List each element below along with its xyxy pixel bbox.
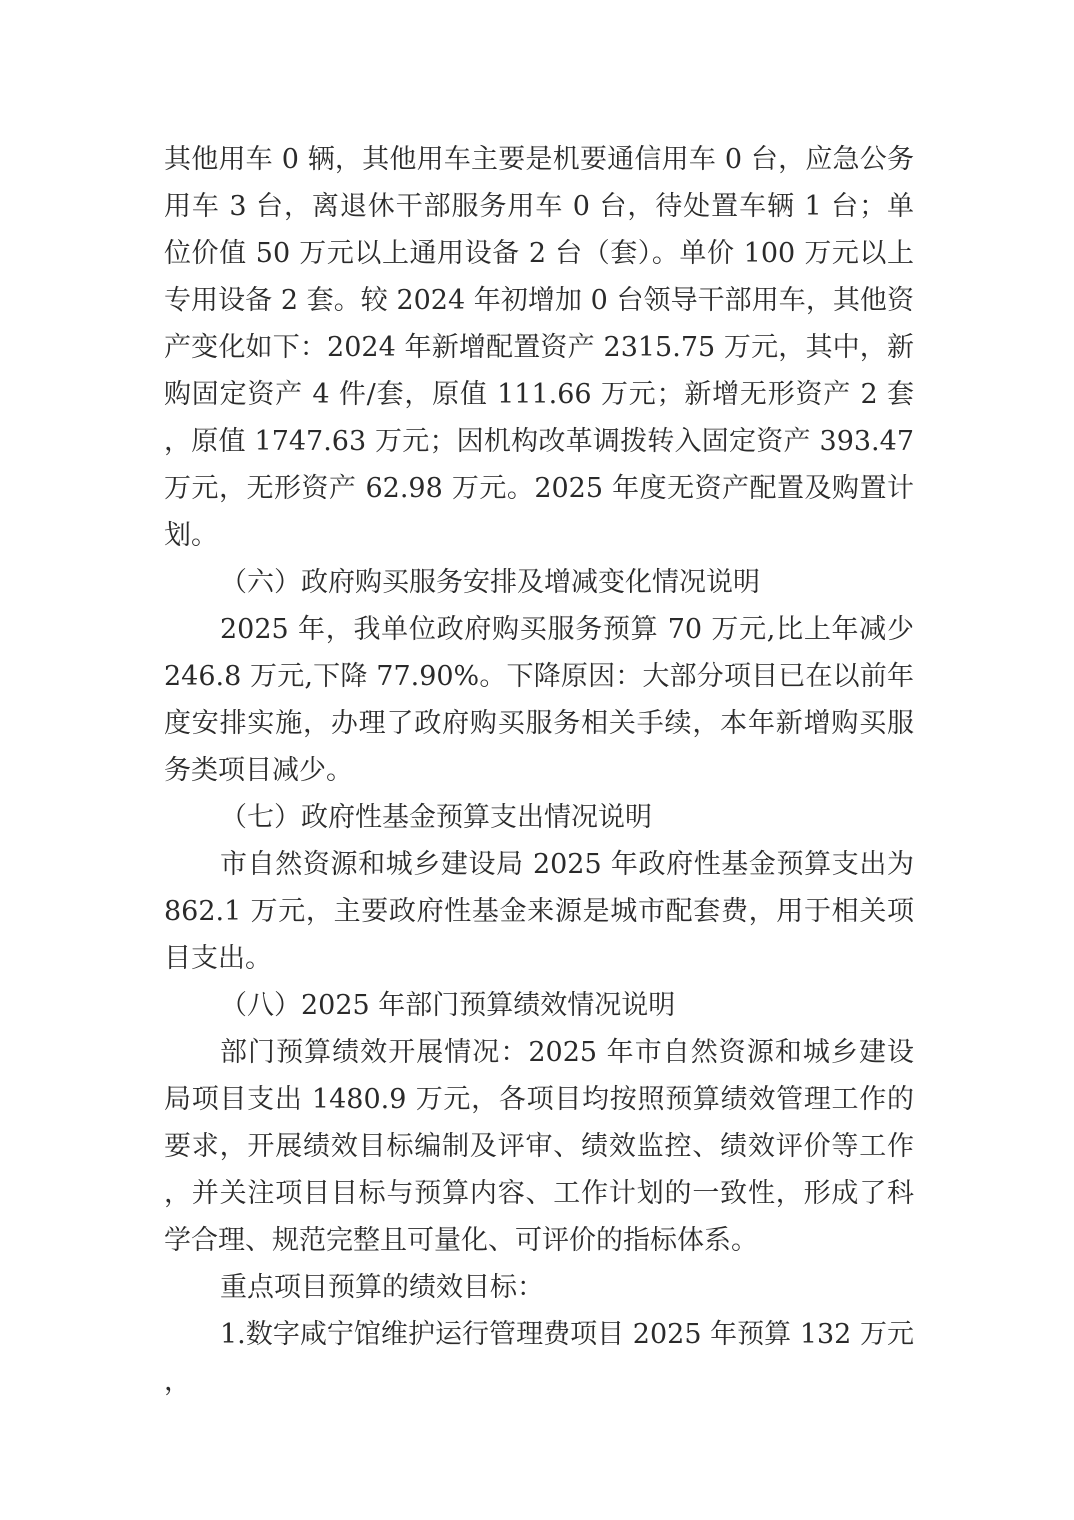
government-fund-paragraph: 市自然资源和城乡建设局 2025 年政府性基金预算支出为 862.1 万元，主要政府性基金来源是城市配套费，用于相关项目支出。	[164, 849, 914, 974]
document-body	[164, 136, 914, 1405]
key-project-goals-label: 重点项目预算的绩效目标：	[220, 1272, 544, 1303]
key-project-item-1: 1.数字咸宁馆维护运行管理费项目 2025 年预算 132 万元，	[164, 1319, 914, 1397]
assets-paragraph-continued: 其他用车 0 辆，其他用车主要是机要通信用车 0 台，应急公务用车 3 台，离退休干部服务用车 0 台，待处置车辆 1 台；单位价值 50 万元以上通用设备 2 台（套）。单价 100 万元以上专用设备 2 套。较 2024 年初增加 0 台领导干部用车，其他资产变化如下：2024 年新增配置资产 2315.75 万元，其中，新购固定资产 4 件/套，原值 111.66 万元；新增无形资产 2 套，原值 1747.63 万元；因机构改革调拨转入固定资产 393.47 万元，无形资产 62.98 万元。2025 年度无资产配置及购置计划。	[164, 144, 914, 551]
section-heading-government-procurement: （六）政府购买服务安排及增减变化情况说明	[220, 567, 760, 598]
government-procurement-paragraph: 2025 年，我单位政府购买服务预算 70 万元,比上年减少 246.8 万元,下降 77.90%。下降原因：大部分项目已在以前年度安排实施，办理了政府购买服务相关手续，本年新增购买服务类项目减少。	[164, 614, 914, 786]
section-heading-government-fund: （七）政府性基金预算支出情况说明	[220, 802, 652, 833]
performance-paragraph: 部门预算绩效开展情况：2025 年市自然资源和城乡建设局项目支出 1480.9 万元，各项目均按照预算绩效管理工作的要求，开展绩效目标编制及评审、绩效监控、绩效评价等工作，并关注项目目标与预算内容、工作计划的一致性，形成了科学合理、规范完整且可量化、可评价的指标体系。	[164, 1037, 914, 1256]
section-heading-performance: （八）2025 年部门预算绩效情况说明	[220, 990, 676, 1021]
